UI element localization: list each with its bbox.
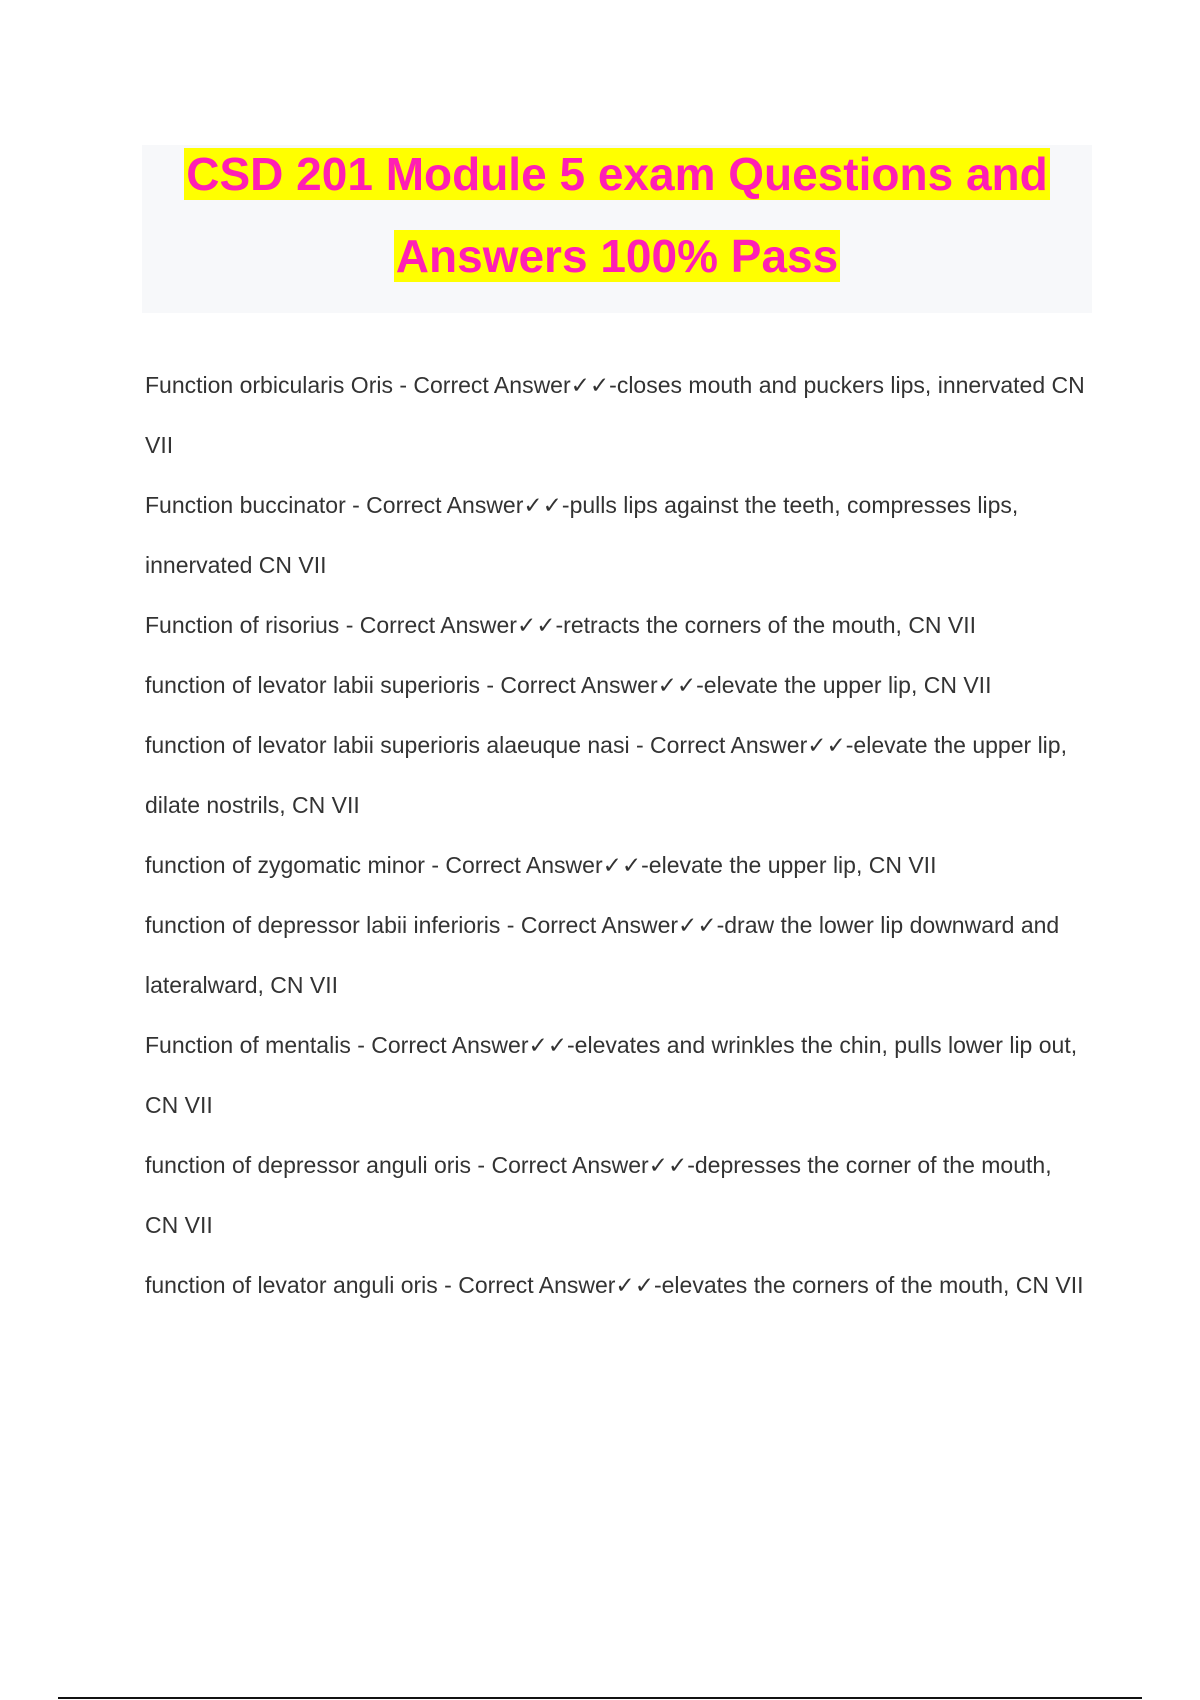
title-line-2 bbox=[142, 227, 1092, 285]
page-title: CSD 201 Module 5 exam Questions and bbox=[186, 148, 1048, 200]
qa-item: Function buccinator - Correct Answer✓✓-pulls lips against the teeth, compresses lips, innervated CN VII bbox=[145, 492, 1019, 578]
qa-item: function of levator anguli oris - Correct Answer✓✓-elevates the corners of the mouth, CN VII bbox=[145, 1272, 1084, 1298]
qa-item: function of depressor anguli oris - Correct Answer✓✓-depresses the corner of the mouth, CN VII bbox=[145, 1152, 1052, 1238]
footer-divider bbox=[58, 1697, 1142, 1699]
page-title-continued: Answers 100% Pass bbox=[395, 230, 839, 282]
qa-item: function of levator labii superioris - Correct Answer✓✓-elevate the upper lip, CN VII bbox=[145, 672, 992, 698]
qa-item: Function of mentalis - Correct Answer✓✓-elevates and wrinkles the chin, pulls lower lip out, CN VII bbox=[145, 1032, 1078, 1118]
qa-item: function of zygomatic minor - Correct Answer✓✓-elevate the upper lip, CN VII bbox=[145, 852, 937, 878]
qa-list bbox=[145, 355, 1085, 1315]
qa-item: function of levator labii superioris alaeuque nasi - Correct Answer✓✓-elevate the upper lip, dilate nostrils, CN VII bbox=[145, 732, 1067, 818]
qa-item: Function orbicularis Oris - Correct Answer✓✓-closes mouth and puckers lips, innervated CN VII bbox=[145, 372, 1085, 458]
qa-item: Function of risorius - Correct Answer✓✓-retracts the corners of the mouth, CN VII bbox=[145, 612, 977, 638]
title-line-1 bbox=[142, 145, 1092, 203]
qa-item: function of depressor labii inferioris - Correct Answer✓✓-draw the lower lip downward and lateralward, CN VII bbox=[145, 912, 1060, 998]
title-block bbox=[142, 145, 1092, 313]
